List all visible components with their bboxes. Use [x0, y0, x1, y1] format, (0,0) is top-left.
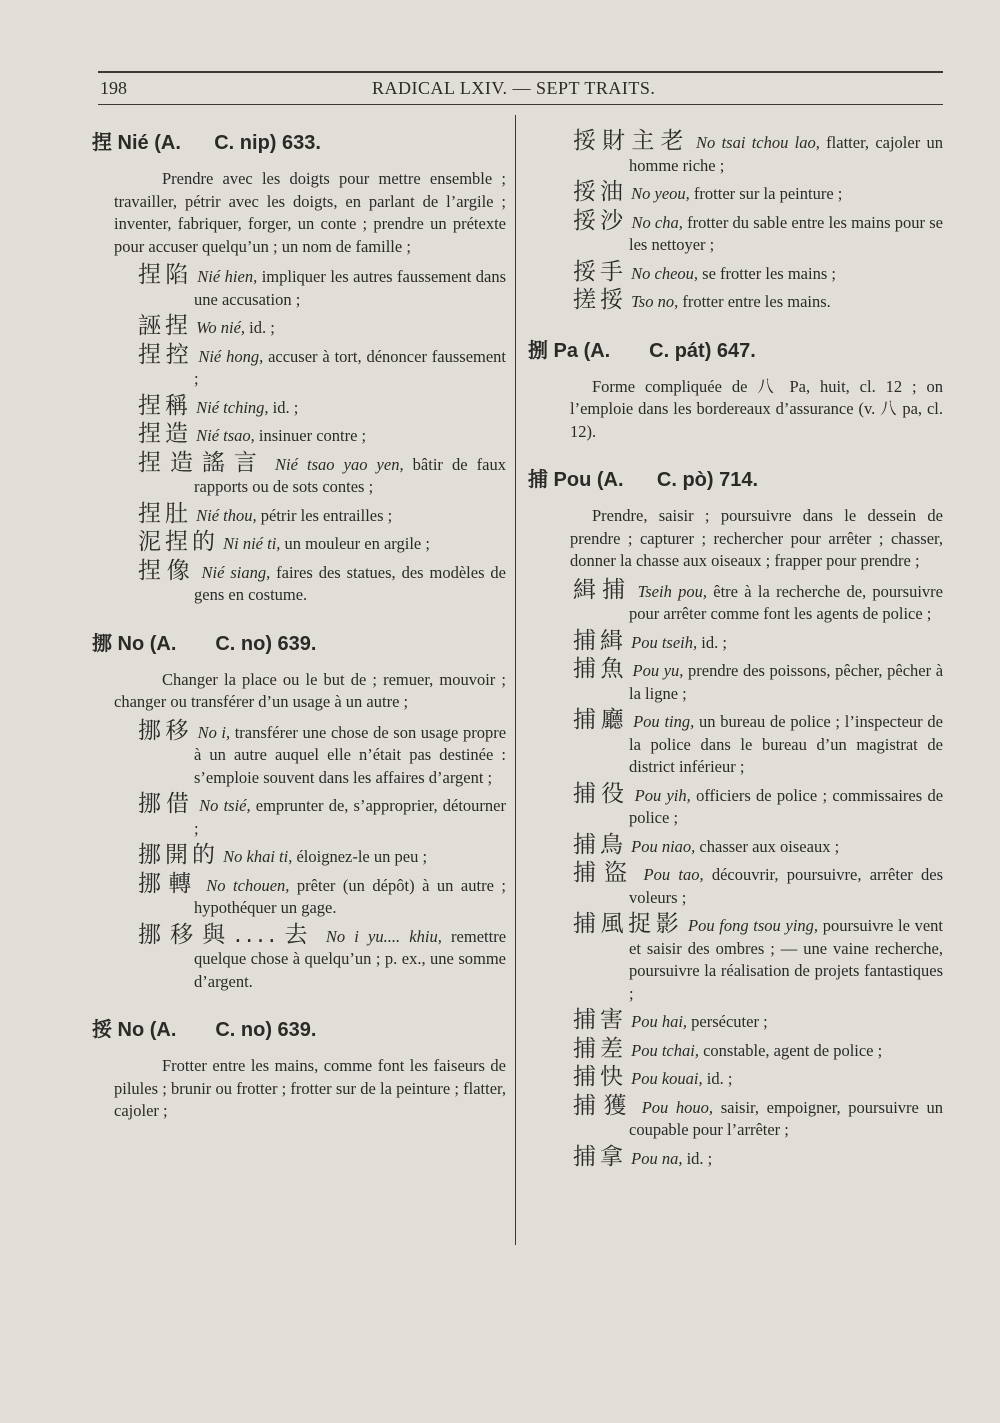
compound-entry [92, 392, 506, 420]
romanization: Tseih pou, [637, 581, 707, 601]
compound-characters: 捕拿 [573, 1143, 627, 1170]
romanization: Pou tseih, [631, 632, 698, 652]
gloss: frotter sur la peinture ; [689, 184, 843, 203]
compound-entry [92, 264, 506, 311]
compound-characters: 捏像 [138, 557, 196, 584]
headword-pou: 捕 Pou (A. C. pò) 714. [528, 469, 759, 491]
gloss: impliquer les autres faussement dans une accusation ; [194, 267, 507, 309]
compound-characters: 捕風捉影 [573, 911, 684, 937]
romanization: Pou tchai, [631, 1040, 699, 1060]
gloss: id. ; [702, 1069, 733, 1088]
compound-entry [528, 1035, 943, 1063]
running-head: RADICAL LXIV. — SEPT TRAITS. [372, 78, 656, 98]
right-column [528, 128, 943, 1174]
compound-entry [528, 1092, 944, 1142]
gloss: prendre des poissons, pêcher, pêcher à la ligne ; [629, 661, 944, 703]
compound-entry [92, 717, 507, 790]
compound-characters: 挼財主老 [573, 128, 690, 154]
gloss: remettre quelque chose à quelqu’un ; p. ex., une somme d’argent. [194, 926, 507, 991]
compound-entry [528, 862, 943, 909]
gloss: éloignez-le un peu ; [292, 847, 428, 866]
gloss: constable, agent de police ; [698, 1040, 883, 1060]
romanization: No khai ti, [223, 847, 293, 866]
gloss: persécuter ; [687, 1012, 768, 1031]
compound-characters: 挪借 [138, 791, 195, 817]
gloss: pétrir les entrailles ; [256, 505, 393, 525]
gloss: un bureau de police ; l’inspecteur de la police dans le bureau d’un magistrat de district inférieur ; [629, 712, 944, 776]
gloss: poursuivre le vent et saisir des ombres ; — une vaine recherche, poursuivre la réalisation de projets fantastiques ; [629, 916, 944, 1003]
gloss: id. ; [697, 632, 727, 652]
compound-entry [92, 423, 506, 448]
romanization: Nié tching, [196, 397, 269, 417]
compound-entry [92, 844, 506, 869]
compound-entry [528, 258, 943, 286]
compound-entry [92, 500, 506, 528]
header-rule [98, 104, 943, 105]
compound-characters: 挪移 [138, 717, 193, 744]
romanization: Ni nié ti, [223, 534, 281, 553]
gloss: emprunter de, s’approprier, détourner ; [194, 796, 506, 838]
romanization: Pou niao, [631, 836, 696, 856]
compound-list-nie [92, 264, 506, 607]
compound-characters: 緝捕 [573, 576, 632, 603]
compound-characters: 誣捏 [138, 313, 192, 339]
gloss: se frotter les mains ; [698, 263, 836, 283]
romanization: No yeou, [631, 184, 690, 203]
gloss: flatter, cajoler un homme riche ; [629, 133, 944, 175]
compound-characters: 捕廳 [573, 707, 629, 733]
headword-nie: 捏 Nié (A. C. nip) 633. [92, 132, 321, 154]
romanization: No i, [197, 722, 231, 742]
romanization: No cha, [631, 212, 683, 232]
headword-pa: 捌 Pa (A. C. pát) 647. [528, 339, 756, 362]
definition-pa: Forme compliquée de 八 Pa, huit, cl. 12 ; on l’emploie dans les bordereaux d’assurance (v. 八 pa, cl. 12). [570, 376, 943, 441]
romanization: Pou na, [631, 1148, 683, 1168]
compound-characters: 泥捏的 [138, 529, 219, 555]
gloss: frotter du sable entre les mains pour se les nettoyer ; [629, 212, 944, 254]
gloss: insinuer contre ; [254, 426, 367, 445]
compound-entry [528, 576, 943, 626]
romanization: Pou yu, [632, 661, 684, 680]
top-rule [98, 71, 943, 73]
page-number: 198 [100, 78, 127, 98]
gloss: transférer une chose de son usage propre à un autre auquel elle n’était pas destinée : s’emploie souvent dans les affaires d’argent ; [194, 722, 507, 787]
gloss: officiers de police ; commissaires de police ; [629, 785, 944, 827]
headword-no-1: 挪 No (A. C. no) 639. [92, 632, 317, 655]
compound-entry [92, 531, 506, 556]
compound-characters: 捏造 [138, 421, 192, 447]
compound-entry [92, 921, 507, 994]
gloss: bâtir de faux rapports ou de sots contes ; [194, 454, 507, 496]
romanization: Nié hien, [197, 267, 258, 286]
headword-no-2: 挼 No (A. C. no) 639. [92, 1019, 317, 1041]
compound-list-no-2 [528, 130, 943, 314]
gloss: prêter (un dépôt) à un autre ; hypothéquer un gage. [194, 875, 506, 917]
compound-list-pou [528, 576, 944, 1171]
romanization: Pou fong tsou ying, [688, 916, 819, 935]
romanization: No cheou, [631, 263, 699, 283]
romanization: Pou kouai, [631, 1069, 703, 1088]
gloss: id. ; [268, 397, 299, 417]
compound-entry [528, 130, 943, 177]
left-column [92, 130, 506, 1129]
gloss: id. ; [682, 1148, 713, 1168]
compound-entry [528, 1066, 943, 1091]
compound-entry [528, 181, 943, 206]
gloss: chasser aux oiseaux ; [695, 836, 840, 856]
compound-entry [92, 341, 507, 391]
romanization: Pou houo, [641, 1097, 714, 1117]
romanization: Nié siang, [201, 562, 271, 582]
compound-entry [528, 1143, 943, 1171]
compound-characters: 捕魚 [573, 656, 628, 682]
compound-entry [528, 207, 944, 257]
romanization: No tchouen, [206, 875, 290, 895]
compound-characters: 捕緝 [573, 627, 627, 654]
romanization: No tsai tchou lao, [696, 133, 820, 152]
gloss: découvrir, poursuivre, arrêter des voleurs ; [629, 865, 944, 907]
compound-characters: 捕快 [573, 1064, 627, 1090]
compound-entry [528, 658, 943, 705]
romanization: Nié tsao, [196, 426, 255, 445]
gloss: frotter entre les mains. [678, 292, 831, 311]
compound-characters: 捏造謠言 [138, 449, 266, 476]
compound-characters: 捕差 [573, 1035, 627, 1062]
compound-characters: 挪開的 [138, 842, 219, 868]
compound-characters: 挼沙 [573, 207, 628, 234]
romanization: Pou tao, [643, 865, 704, 884]
compound-entry [528, 289, 943, 314]
column-divider [515, 115, 516, 1245]
definition-nie: Prendre avec les doigts pour mettre ensemble ; travailler, pétrir avec les doigts, en parlant de l’argile ; inventer, fabriquer, forger, un conte ; prendre un prétexte pour accuser quelqu’un ; un nom de famille ; [114, 169, 506, 256]
gloss: accuser à tort, dénoncer faussement ; [194, 346, 507, 388]
romanization: No tsié, [199, 796, 251, 815]
gloss: id. ; [245, 318, 275, 337]
compound-characters: 捕鳥 [573, 831, 627, 858]
gloss: être à la recherche de, poursuivre pour arrêter comme font les agents de police ; [629, 581, 943, 623]
romanization: Wo nié, [196, 318, 246, 337]
gloss: saisir, empoigner, poursuivre un coupable pour l’arrêter ; [629, 1097, 944, 1139]
compound-characters: 捏肚 [138, 500, 192, 527]
compound-characters: 捕盜 [573, 860, 636, 886]
compound-characters: 搓挼 [573, 287, 627, 313]
compound-entry [92, 315, 506, 340]
compound-entry [528, 627, 943, 655]
compound-entry [92, 557, 506, 607]
romanization: Tso no, [631, 292, 679, 311]
romanization: Nié thou, [196, 505, 257, 525]
compound-characters: 捏控 [138, 341, 194, 368]
romanization: Pou hai, [631, 1012, 688, 1031]
compound-characters: 挼手 [573, 258, 627, 285]
compound-characters: 挪移與....去 [138, 921, 317, 948]
romanization: Pou ting, [633, 712, 695, 731]
romanization: No i yu.... khiu, [325, 926, 442, 946]
compound-entry [92, 793, 506, 840]
romanization: Pou yih, [634, 785, 691, 805]
compound-entry [528, 780, 944, 830]
compound-entry [528, 1009, 943, 1034]
compound-characters: 捕役 [573, 780, 630, 807]
compound-characters: 捕害 [573, 1007, 627, 1033]
compound-entry [528, 913, 943, 1005]
compound-characters: 挼油 [573, 179, 627, 205]
compound-characters: 捏陷 [138, 262, 193, 288]
definition-no-1: Changer la place ou le but de ; remuer, mouvoir ; changer ou transférer d’un usage à un autre ; [114, 669, 506, 711]
romanization: Nié tsao yao yen, [275, 454, 404, 474]
compound-entry [528, 831, 943, 859]
gloss: un mouleur en argile ; [280, 534, 430, 553]
definition-no-2: Frotter entre les mains, comme font les faiseurs de pilules ; brunir ou frotter ; frotter sur de la peinture ; flatter, cajoler ; [114, 1056, 506, 1120]
compound-entry [92, 870, 506, 920]
compound-list-no-1 [92, 717, 507, 994]
compound-entry [92, 449, 507, 499]
gloss: faires des statues, des modèles de gens en costume. [194, 562, 506, 604]
compound-characters: 捏稱 [138, 392, 192, 419]
definition-pou: Prendre, saisir ; poursuivre dans le dessein de prendre ; capturer ; rechercher pour arrêter ; chasser, donner la chasse aux oiseaux ; frapper pour prendre ; [570, 506, 943, 570]
compound-characters: 挪轉 [138, 870, 199, 897]
compound-characters: 捕獲 [573, 1092, 635, 1119]
compound-entry [528, 709, 943, 779]
romanization: Nié hong, [198, 346, 264, 366]
